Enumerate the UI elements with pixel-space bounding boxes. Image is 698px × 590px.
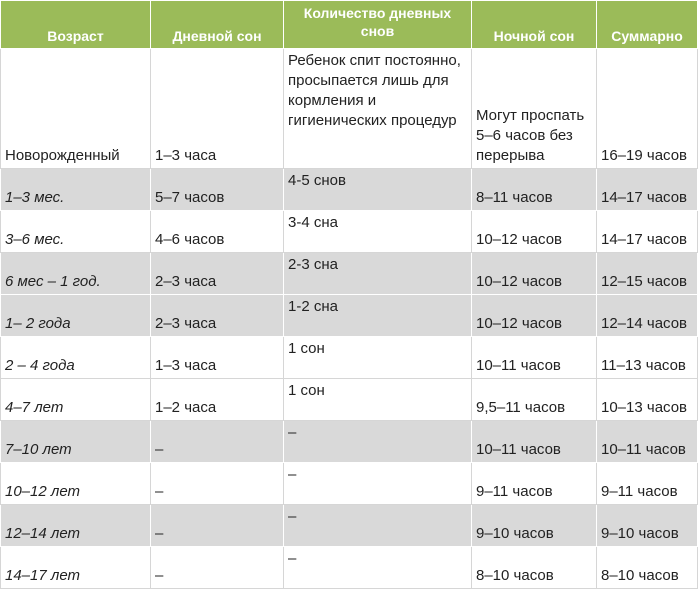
header-total: Суммарно <box>597 1 698 49</box>
cell-total: 12–14 часов <box>597 295 698 337</box>
cell-night-sleep: 10–12 часов <box>472 211 597 253</box>
cell-total: 11–13 часов <box>597 337 698 379</box>
cell-night-sleep: 10–11 часов <box>472 337 597 379</box>
cell-day-sleep: 2–3 часа <box>151 253 284 295</box>
cell-nap-count: 4-5 снов <box>284 169 472 211</box>
table-row <box>1 505 698 547</box>
cell-total: 9–11 часов <box>597 463 698 505</box>
cell-day-sleep: – <box>151 547 284 589</box>
cell-age: 1–3 мес. <box>1 169 151 211</box>
cell-age: Новорожденный <box>1 49 151 169</box>
cell-age: 2 – 4 года <box>1 337 151 379</box>
table-row <box>1 463 698 505</box>
cell-nap-count: – <box>284 505 472 547</box>
header-night-sleep: Ночной сон <box>472 1 597 49</box>
cell-night-sleep: 8–10 часов <box>472 547 597 589</box>
cell-age: 10–12 лет <box>1 463 151 505</box>
cell-day-sleep: 1–3 часа <box>151 49 284 169</box>
table-row <box>1 253 698 295</box>
cell-total: 10–13 часов <box>597 379 698 421</box>
cell-age: 12–14 лет <box>1 505 151 547</box>
cell-age: 6 мес – 1 год. <box>1 253 151 295</box>
header-nap-count: Количество дневных снов <box>284 1 472 49</box>
table-row <box>1 421 698 463</box>
cell-total: 14–17 часов <box>597 169 698 211</box>
cell-night-sleep: 9–11 часов <box>472 463 597 505</box>
cell-nap-count: – <box>284 547 472 589</box>
table-row <box>1 211 698 253</box>
cell-day-sleep: 1–2 часа <box>151 379 284 421</box>
cell-nap-count: 3-4 сна <box>284 211 472 253</box>
cell-day-sleep: 4–6 часов <box>151 211 284 253</box>
cell-night-sleep: 8–11 часов <box>472 169 597 211</box>
cell-total: 8–10 часов <box>597 547 698 589</box>
cell-day-sleep: 5–7 часов <box>151 169 284 211</box>
cell-day-sleep: – <box>151 505 284 547</box>
cell-nap-count: 1 сон <box>284 379 472 421</box>
table-row <box>1 169 698 211</box>
cell-day-sleep: – <box>151 463 284 505</box>
cell-age: 4–7 лет <box>1 379 151 421</box>
cell-nap-count: 2-3 сна <box>284 253 472 295</box>
table-row <box>1 547 698 589</box>
cell-day-sleep: 2–3 часа <box>151 295 284 337</box>
cell-night-sleep: 10–12 часов <box>472 295 597 337</box>
cell-age: 14–17 лет <box>1 547 151 589</box>
cell-nap-count: – <box>284 463 472 505</box>
header-age: Возраст <box>1 1 151 49</box>
cell-age: 3–6 мес. <box>1 211 151 253</box>
cell-age: 1– 2 года <box>1 295 151 337</box>
table-row <box>1 337 698 379</box>
table-body <box>1 49 698 589</box>
cell-age: 7–10 лет <box>1 421 151 463</box>
cell-night-sleep: Могут проспать 5–6 часов без перерыва <box>472 49 597 169</box>
header-row <box>1 1 698 49</box>
cell-nap-count: – <box>284 421 472 463</box>
cell-total: 16–19 часов <box>597 49 698 169</box>
cell-nap-count: 1-2 сна <box>284 295 472 337</box>
cell-day-sleep: 1–3 часа <box>151 337 284 379</box>
table-header <box>1 1 698 49</box>
table-row <box>1 379 698 421</box>
table-row <box>1 295 698 337</box>
cell-night-sleep: 9–10 часов <box>472 505 597 547</box>
cell-night-sleep: 9,5–11 часов <box>472 379 597 421</box>
cell-total: 14–17 часов <box>597 211 698 253</box>
cell-total: 12–15 часов <box>597 253 698 295</box>
cell-total: 10–11 часов <box>597 421 698 463</box>
cell-night-sleep: 10–11 часов <box>472 421 597 463</box>
cell-nap-count: Ребенок спит постоянно, просыпается лишь для кормления и гигиенических процедур <box>284 49 472 169</box>
header-day-sleep: Дневной сон <box>151 1 284 49</box>
cell-day-sleep: – <box>151 421 284 463</box>
cell-total: 9–10 часов <box>597 505 698 547</box>
table-row <box>1 49 698 169</box>
cell-nap-count: 1 сон <box>284 337 472 379</box>
cell-night-sleep: 10–12 часов <box>472 253 597 295</box>
